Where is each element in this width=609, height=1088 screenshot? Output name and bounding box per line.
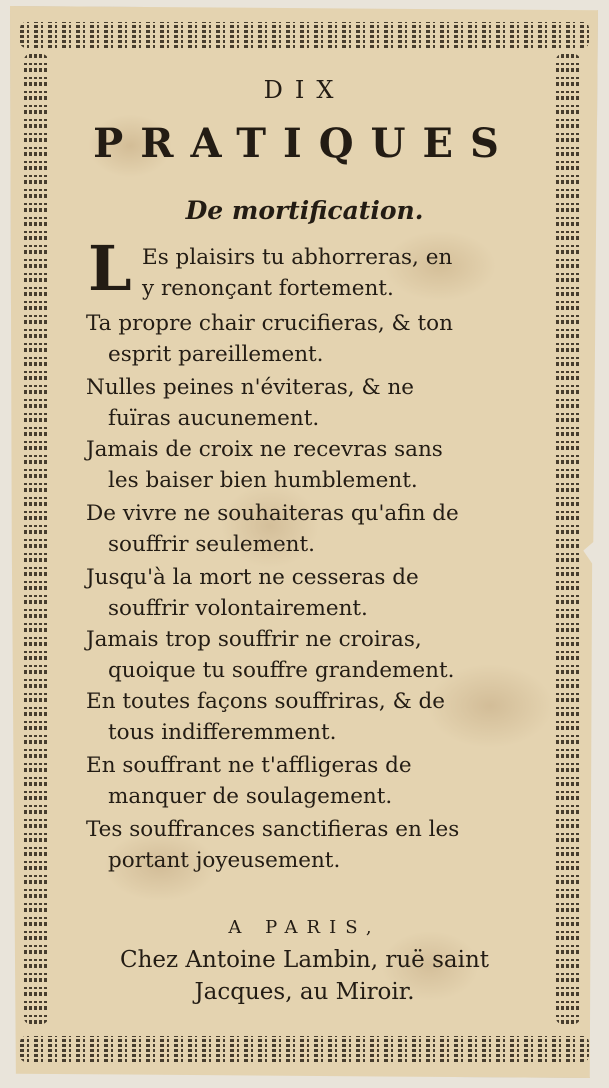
verse-line: En toutes façons souffriras, & de: [86, 689, 446, 714]
verse-line: Tes souffrances sanctifieras en les: [86, 817, 460, 842]
verse-line: portant joyeusement.: [108, 848, 341, 873]
verse-line: quoique tu souffre grandement.: [108, 658, 455, 683]
verse-4: [86, 434, 546, 496]
imprint-address: Jacques, au Miroir.: [194, 979, 415, 1005]
verse-10: [86, 814, 546, 876]
verse-line: Nulles peines n'éviteras, & ne: [86, 375, 415, 400]
verse-1: [86, 242, 546, 304]
verse-line: souffrir seulement.: [108, 532, 316, 557]
verse-line: tous indifferemment.: [108, 720, 337, 745]
title-small: DIX: [263, 76, 346, 104]
verse-3: [86, 372, 546, 434]
ornamental-border-top: [20, 22, 589, 48]
verse-line: Jamais de croix ne recevras sans: [86, 437, 443, 462]
verse-line: Ta propre chair crucifieras, & ton: [86, 311, 453, 336]
imprint-printer: Chez Antoine Lambin, ruë saint: [119, 947, 490, 973]
drop-cap: L: [88, 232, 132, 305]
verse-line: souffrir volontairement.: [108, 596, 368, 621]
verse-line: esprit pareillement.: [108, 342, 324, 367]
verse-8: [86, 686, 546, 748]
imprint-city: A PARIS,: [228, 917, 381, 938]
verse-5: [86, 498, 546, 560]
verse-line: En souffrant ne t'affligeras de: [86, 753, 412, 778]
subtitle: De mortification.: [185, 196, 424, 225]
verse-9: [86, 750, 546, 812]
verse-line: fuïras aucunement.: [108, 406, 320, 431]
verse-line: De vivre ne souhaiteras qu'afin de: [86, 501, 459, 526]
verse-6: [86, 562, 546, 624]
verse-line: Jusqu'à la mort ne cesseras de: [86, 565, 419, 590]
verse-line: Jamais trop souffrir ne croiras,: [86, 627, 422, 652]
verse-line: y renonçant fortement.: [142, 276, 394, 301]
ornamental-border-bottom: [20, 1036, 589, 1062]
title-main: PRATIQUES: [93, 120, 516, 167]
verse-7: [86, 624, 546, 686]
verse-line: manquer de soulagement.: [108, 784, 393, 809]
verse-line: les baiser bien humblement.: [108, 468, 418, 493]
verse-2: [86, 308, 546, 370]
verse-line: Es plaisirs tu abhorreras, en: [142, 245, 453, 270]
